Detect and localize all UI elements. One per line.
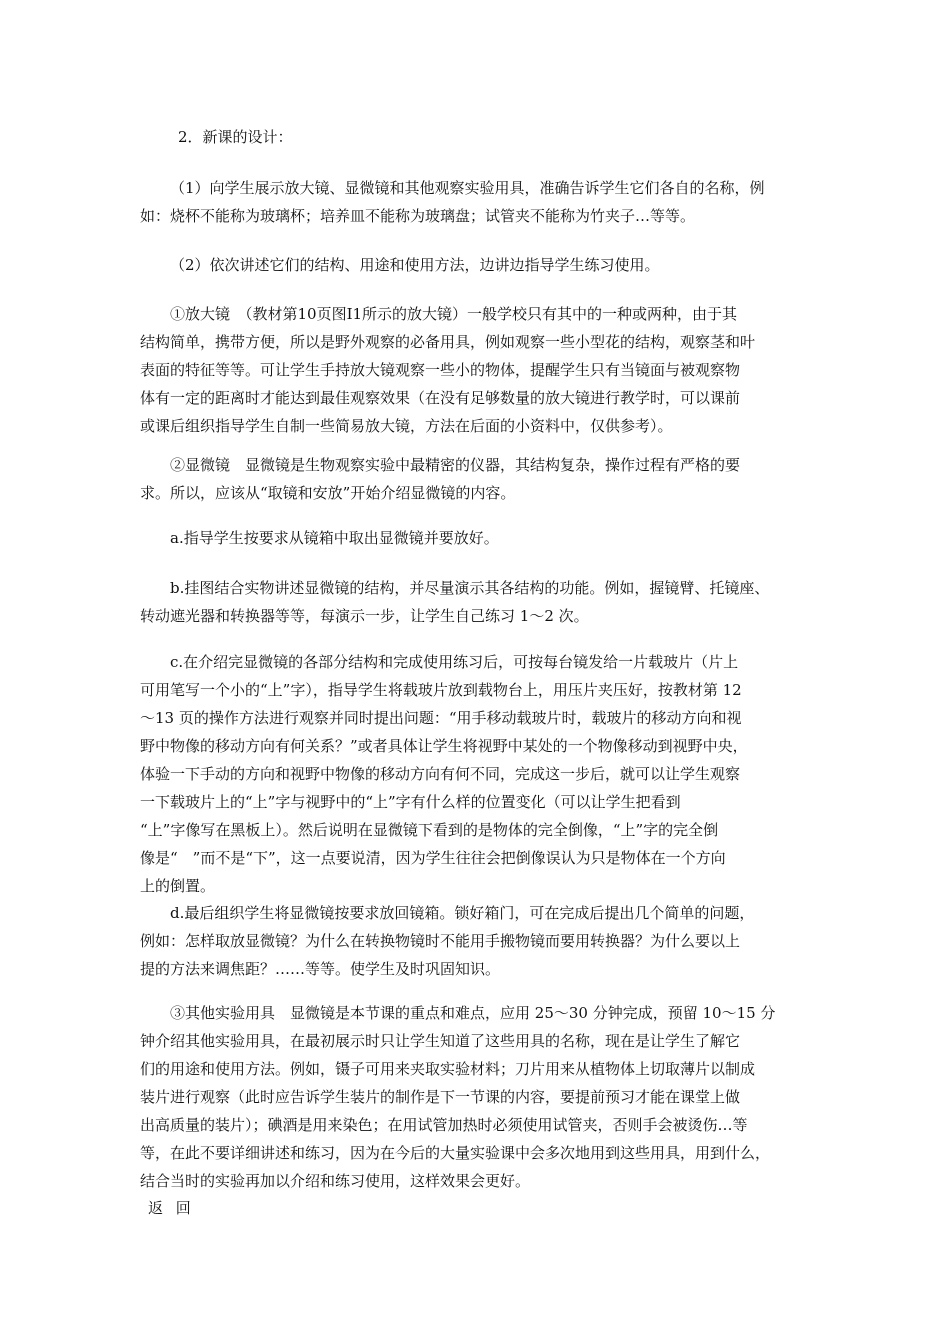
- paragraph-line: 装片进行观察（此时应告诉学生装片的制作是下一节课的内容，要提前预习才能在课堂上做: [140, 1088, 741, 1106]
- paragraph-line: 上的倒置。: [140, 877, 216, 895]
- paragraph-line: d.最后组织学生将显微镜按要求放回镜箱。锁好箱门，可在完成后提出几个简单的问题，: [170, 904, 755, 922]
- paragraph-line: 体验一下手动的方向和视野中物像的移动方向有何不同，完成这一步后，就可以让学生观察: [140, 765, 741, 783]
- paragraph-9: [140, 999, 820, 1195]
- paragraph-line: 出高质量的装片）；碘酒是用来染色；在用试管加热时必须使用试管夹，否则手会被烫伤…等: [140, 1116, 748, 1134]
- paragraph-line: （1）向学生展示放大镜、显微镜和其他观察实验用具，准确告诉学生它们各自的名称，例: [170, 179, 765, 197]
- paragraph-line: ③其他实验用具 显微镜是本节课的重点和难点，应用 25～30 分钟完成，预留 10～15 分: [170, 1004, 776, 1022]
- paragraph-line: ～13 页的操作方法进行观察并同时提出问题：“用手移动载玻片时，载玻片的移动方向和视: [140, 709, 742, 727]
- paragraph-line: 结构简单，携带方便，所以是野外观察的必备用具，例如观察一些小型花的结构，观察茎和叶: [140, 333, 756, 351]
- paragraph-3: [140, 300, 820, 440]
- paragraph-4: [140, 451, 820, 507]
- paragraph-line: 们的用途和使用方法。例如，镊子可用来夹取实验材料；刀片用来从植物体上切取薄片以制成: [140, 1060, 756, 1078]
- paragraph-line: b.挂图结合实物讲述显微镜的结构，并尽量演示其各结构的功能。例如，握镜臂、托镜座、: [170, 579, 770, 597]
- section-heading-text: 2．新课的设计：: [178, 128, 293, 146]
- paragraph-line: 体有一定的距离时才能达到最佳观察效果（在没有足够数量的放大镜进行教学时，可以课前: [140, 389, 741, 407]
- paragraph-line: “上”字像写在黑板上）。然后说明在显微镜下看到的是物体的完全倒像，“上”字的完全倒: [140, 821, 719, 839]
- paragraph-line: ②显微镜 显微镜是生物观察实验中最精密的仪器，其结构复杂，操作过程有严格的要: [170, 456, 741, 474]
- paragraph-line: 提的方法来调焦距？……等等。使学生及时巩固知识。: [140, 960, 501, 978]
- paragraph-1: [140, 174, 820, 230]
- paragraph-line: 像是“ ”而不是“下”，这一点要说清，因为学生往往会把倒像误认为只是物体在一个方向: [140, 849, 726, 867]
- paragraph-line: 等，在此不要详细讲述和练习，因为在今后的大量实验课中会多次地用到这些用具，用到什么，: [140, 1144, 771, 1162]
- paragraph-line: 求。所以，应该从“取镜和安放”开始介绍显微镜的内容。: [140, 484, 516, 502]
- paragraph-line: a.指导学生按要求从镜箱中取出显微镜并要放好。: [170, 529, 499, 547]
- section-heading: [178, 123, 858, 151]
- paragraph-line: 钟介绍其他实验用具，在最初展示时只让学生知道了这些用具的名称，现在是让学生了解它: [140, 1032, 741, 1050]
- paragraph-line: 如：烧杯不能称为玻璃杯；培养皿不能称为玻璃盘；试管夹不能称为竹夹子…等等。: [140, 207, 696, 225]
- paragraph-line: 表面的特征等等。可让学生手持放大镜观察一些小的物体，提醒学生只有当镜面与被观察物: [140, 361, 741, 379]
- paragraph-5: [140, 524, 820, 552]
- paragraph-line: 结合当时的实验再加以介绍和练习使用，这样效果会更好。: [140, 1172, 531, 1190]
- paragraph-line: 野中物像的移动方向有何关系？”或者具体让学生将视野中某处的一个物像移动到视野中央，: [140, 737, 748, 755]
- paragraph-line: 或课后组织指导学生自制一些简易放大镜，方法在后面的小资料中，仅供参考）。: [140, 417, 673, 435]
- paragraph-8: [140, 899, 820, 983]
- paragraph-2: [140, 251, 820, 279]
- paragraph-line: 可用笔写一个小的“上”字），指导学生将载玻片放到载物台上，用压片夹压好，按教材第 12: [140, 681, 742, 699]
- paragraph-line: 转动遮光器和转换器等等，每演示一步，让学生自己练习 1～2 次。: [140, 607, 589, 625]
- paragraph-line: c.在介绍完显微镜的各部分结构和完成使用练习后，可按每台镜发给一片载玻片（片上: [170, 653, 739, 671]
- paragraph-line: （2）依次讲述它们的结构、用途和使用方法，边讲边指导学生练习使用。: [170, 256, 660, 274]
- back-link[interactable]: 返 回: [148, 1199, 195, 1217]
- paragraph-6: [140, 574, 820, 630]
- paragraph-line: 例如：怎样取放显微镜？为什么在转换物镜时不能用手搬物镜而要用转换器？为什么要以上: [140, 932, 741, 950]
- paragraph-line: 一下载玻片上的“上”字与视野中的“上”字有什么样的位置变化（可以让学生把看到: [140, 793, 681, 811]
- paragraph-7: [140, 648, 820, 900]
- paragraph-line: ①放大镜 （教材第10页图I1所示的放大镜）一般学校只有其中的一种或两种，由于其: [170, 305, 738, 323]
